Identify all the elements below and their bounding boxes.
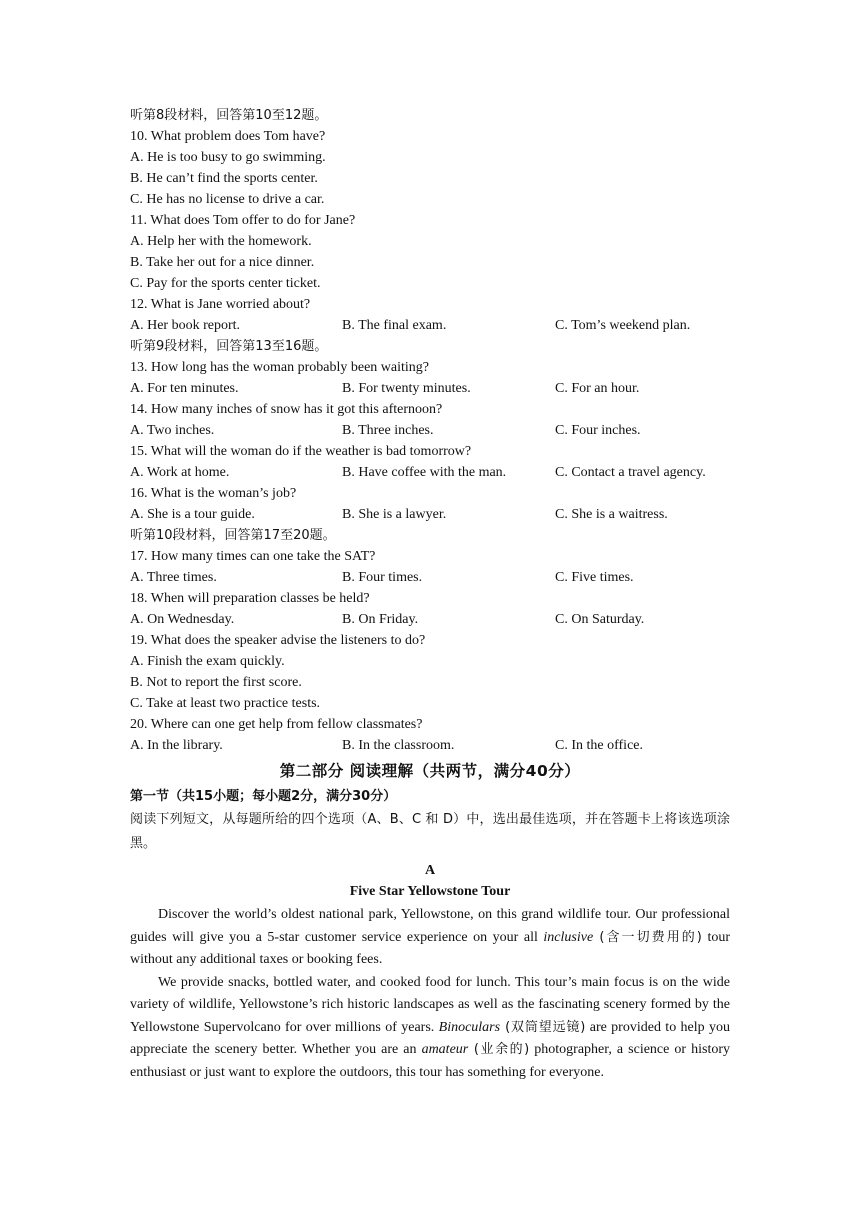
option-16b: B. She is a lawyer. [342, 507, 447, 522]
option-14a: A. Two inches. [130, 423, 215, 438]
part-two-title: 第二部分 阅读理解（共两节，满分40分） [279, 762, 581, 780]
p2-text-a: We provide snacks, bottled water, and cooked food for lunch. This tour’s main focus is on the wide variety of wildlife, Yellowstone’s rich historic landscapes as well as the fascinating scenery formed by the Yellowstone Supervolcano for over millions of years. [130, 974, 730, 1035]
options-17 [130, 567, 730, 588]
option-19a: A. Finish the exam quickly. [130, 654, 285, 669]
p2-text-b: are provided to help you appreciate the scenery better. Whether you are an [130, 1019, 731, 1057]
section-intro-10: 听第10段材料，回答第17至20题。 [130, 528, 336, 543]
section-one-title: 第一节（共15小题；每小题2分，满分30分） [130, 789, 397, 804]
question-20: 20. Where can one get help from fellow classmates? [130, 717, 423, 732]
passage-paragraph-2 [130, 972, 730, 1085]
option-20b: B. In the classroom. [342, 738, 455, 753]
option-11a: A. Help her with the homework. [130, 234, 312, 249]
options-16 [130, 504, 730, 525]
option-10b: B. He can’t find the sports center. [130, 171, 318, 186]
question-13: 13. How long has the woman probably been waiting? [130, 360, 429, 375]
passage-title: Five Star Yellowstone Tour [349, 884, 511, 899]
option-16c: C. She is a waitress. [555, 507, 668, 522]
passage-label: A [424, 863, 436, 878]
option-10c: C. He has no license to drive a car. [130, 192, 325, 207]
options-20 [130, 735, 730, 756]
options-15 [130, 462, 730, 483]
options-14 [130, 420, 730, 441]
section-intro-8: 听第8段材料，回答第10至12题。 [130, 108, 328, 123]
p2-text-c: photographer, a science or history enthusiast or just want to explore the outdoors, this tour has something for everyone. [130, 1042, 730, 1080]
p1-word-inclusive: inclusive [543, 929, 594, 945]
option-19b: B. Not to report the first score. [130, 675, 302, 690]
option-11c: C. Pay for the sports center ticket. [130, 276, 321, 291]
p2-gloss-1: (双筒望远镜) [500, 1019, 586, 1035]
option-15b: B. Have coffee with the man. [342, 465, 507, 480]
option-14b: B. Three inches. [342, 423, 434, 438]
p2-word-amateur: amateur [421, 1042, 469, 1057]
p2-word-binoculars: Binoculars [438, 1019, 501, 1035]
option-13a: A. For ten minutes. [130, 381, 239, 396]
option-17a: A. Three times. [130, 570, 217, 585]
option-17c: C. Five times. [555, 570, 634, 585]
exam-page [130, 105, 730, 1084]
passage-paragraph-1 [130, 904, 730, 972]
option-15a: A. Work at home. [130, 465, 230, 480]
option-18b: B. On Friday. [342, 612, 419, 627]
p2-gloss-2: (业余的) [468, 1042, 530, 1057]
option-18a: A. On Wednesday. [130, 612, 235, 627]
options-13 [130, 378, 730, 399]
option-19c: C. Take at least two practice tests. [130, 696, 321, 711]
option-12c: C. Tom’s weekend plan. [555, 318, 691, 333]
p1-gloss: (含一切费用的) [593, 929, 702, 945]
option-18c: C. On Saturday. [555, 612, 645, 627]
option-10a: A. He is too busy to go swimming. [130, 150, 326, 165]
question-12: 12. What is Jane worried about? [130, 297, 311, 312]
options-12 [130, 315, 730, 336]
question-16: 16. What is the woman’s job? [130, 486, 297, 501]
option-12b: B. The final exam. [342, 318, 447, 333]
question-10: 10. What problem does Tom have? [130, 129, 326, 144]
p1-text-b: tour without any additional taxes or booking fees. [130, 929, 730, 967]
question-18: 18. When will preparation classes be held? [130, 591, 370, 606]
question-19: 19. What does the speaker advise the listeners to do? [130, 633, 426, 648]
option-20c: C. In the office. [555, 738, 643, 753]
option-15c: C. Contact a travel agency. [555, 465, 706, 480]
question-15: 15. What will the woman do if the weather is bad tomorrow? [130, 444, 472, 459]
option-13b: B. For twenty minutes. [342, 381, 471, 396]
option-13c: C. For an hour. [555, 381, 640, 396]
p1-text-a: Discover the world’s oldest national park, Yellowstone, on this grand wildlife tour. Our professional guides will give you a 5-star customer service experience on your all [130, 907, 730, 945]
question-11: 11. What does Tom offer to do for Jane? [130, 213, 356, 228]
option-12a: A. Her book report. [130, 318, 241, 333]
option-17b: B. Four times. [342, 570, 423, 585]
option-14c: C. Four inches. [555, 423, 641, 438]
option-20a: A. In the library. [130, 738, 223, 753]
section-intro-9: 听第9段材料，回答第13至16题。 [130, 339, 328, 354]
reading-instructions: 阅读下列短文，从每题所给的四个选项（A、B、C 和 D）中，选出最佳选项，并在答题卡上将该选项涂黑。 [130, 812, 730, 851]
question-17: 17. How many times can one take the SAT? [130, 549, 376, 564]
option-11b: B. Take her out for a nice dinner. [130, 255, 315, 270]
question-14: 14. How many inches of snow has it got this afternoon? [130, 402, 443, 417]
option-16a: A. She is a tour guide. [130, 507, 255, 522]
options-18 [130, 609, 730, 630]
